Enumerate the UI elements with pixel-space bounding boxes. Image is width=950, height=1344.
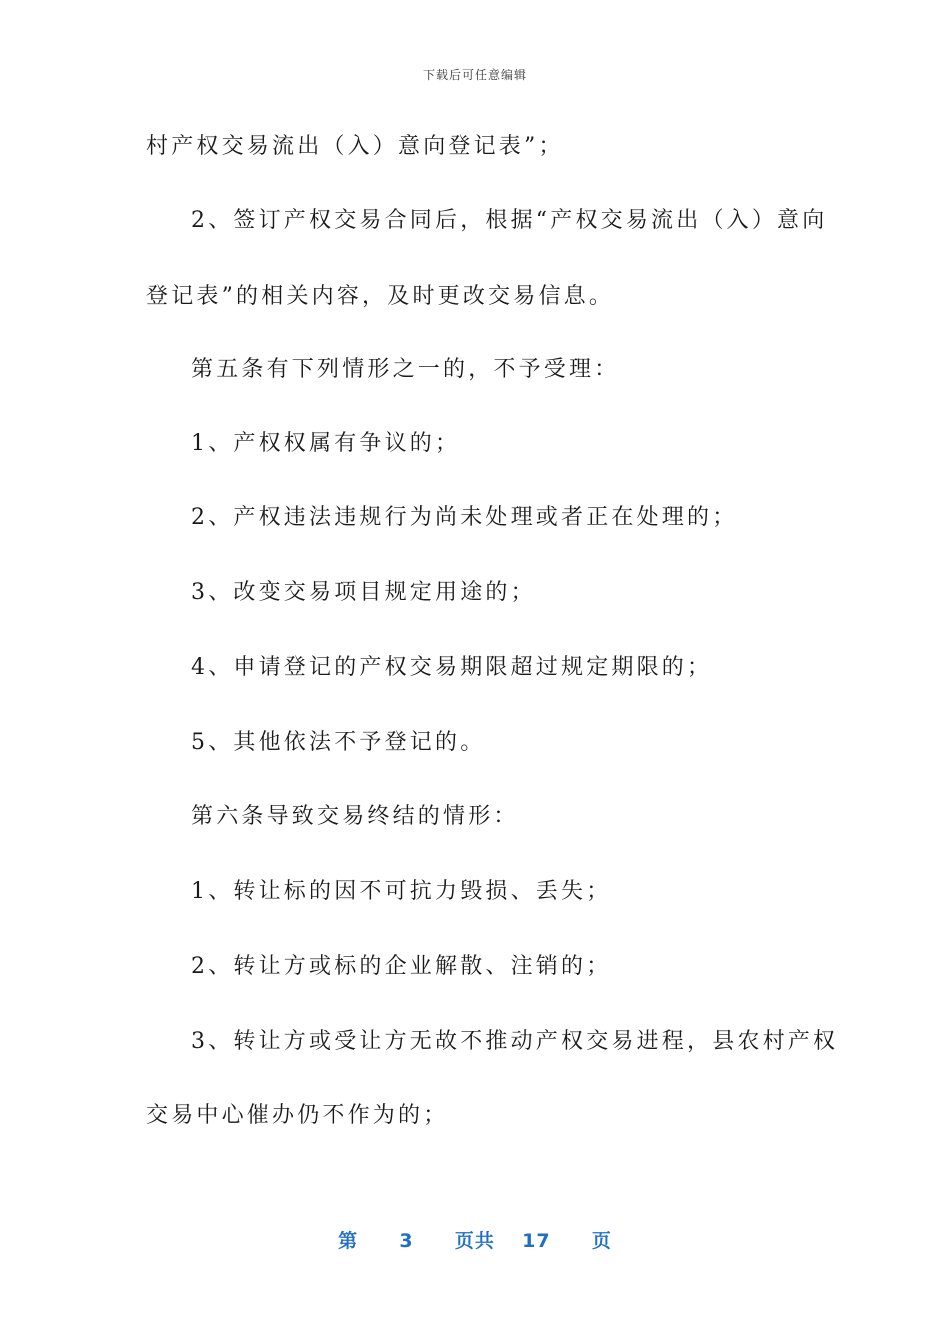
- body-line: 5、其他依法不予登记的。: [191, 730, 486, 755]
- body-line: 第五条有下列情形之一的，不予受理：: [191, 357, 620, 382]
- body-line: 2、产权违法违规行为尚未处理或者正在处理的；: [191, 505, 738, 530]
- page-header-note: 下载后可任意编辑: [422, 68, 527, 82]
- page-label-mid: 页共: [454, 1230, 495, 1252]
- page-label-prefix: 第: [338, 1230, 359, 1252]
- current-page-number: 3: [399, 1230, 414, 1252]
- body-line: 2、签订产权交易合同后，根据“产权交易流出（入）意向: [191, 208, 828, 233]
- total-pages-number: 17: [522, 1230, 551, 1252]
- body-line: 第六条导致交易终结的情形：: [191, 804, 519, 829]
- page-label-suffix: 页: [591, 1230, 612, 1252]
- body-line: 1、产权权属有争议的；: [191, 431, 461, 456]
- body-line: 登记表”的相关内容，及时更改交易信息。: [146, 284, 615, 309]
- body-line: 3、转让方或受让方无故不推动产权交易进程，县农村产权: [191, 1029, 839, 1054]
- body-line: 4、申请登记的产权交易期限超过规定期限的；: [191, 655, 713, 680]
- body-line: 2、转让方或标的企业解散、注销的；: [191, 954, 612, 979]
- body-line: 村产权交易流出（入）意向登记表”；: [146, 134, 564, 159]
- body-line: 1、转让标的因不可抗力毁损、丢失；: [191, 879, 612, 904]
- page-footer: [0, 1226, 950, 1253]
- body-line: 3、改变交易项目规定用途的；: [191, 580, 536, 605]
- body-line: 交易中心催办仍不作为的；: [146, 1103, 449, 1128]
